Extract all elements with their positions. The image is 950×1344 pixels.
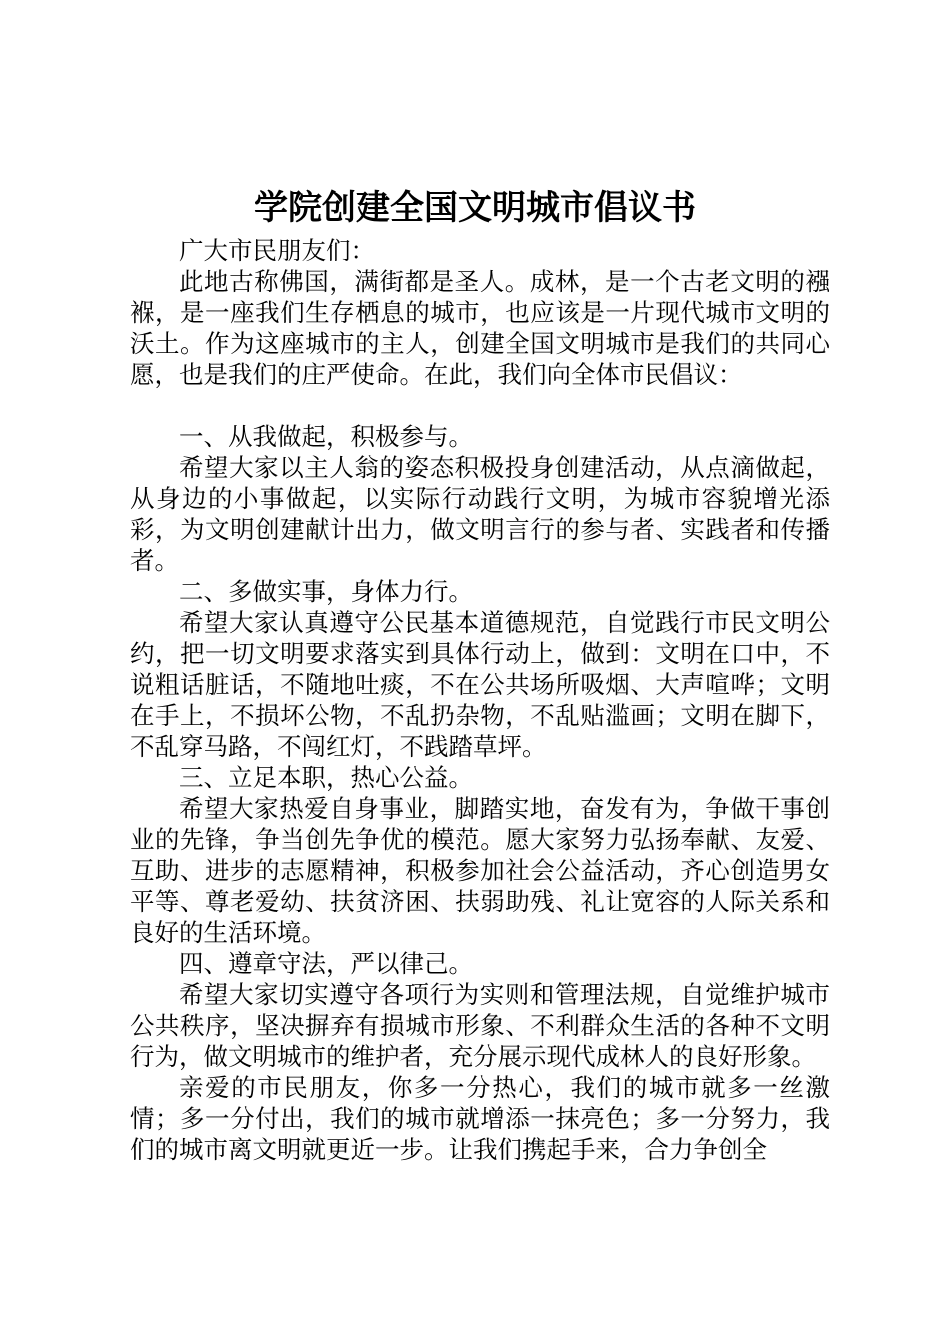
section-paragraph-2: 希望大家认真遵守公民基本道德规范，自觉践行市民文明公约，把一切文明要求落实到具体行动上，做到：文明在口中，不说粗话脏话，不随地吐痰，不在公共场所吸烟、大声喧哗；文明在手上，不损坏公物，不乱扔杂物，不乱贴滥画；文明在脚下，不乱穿马路，不闯红灯，不践踏草坪。 [130,608,830,761]
intro-paragraph: 此地古称佛国，满街都是圣人。成林，是一个古老文明的襁褓，是一座我们生存栖息的城市，也应该是一片现代城市文明的沃土。作为这座城市的主人，创建全国文明城市是我们的共同心愿，也是我们的庄严使命。在此，我们向全体市民倡议： [130,267,830,389]
section-paragraph-3: 希望大家热爱自身事业，脚踏实地，奋发有为，争做干事创业的先锋，争当创先争优的模范。愿大家努力弘扬奉献、友爱、互助、进步的志愿精神，积极参加社会公益活动，齐心创造男女平等、尊老爱幼、扶贫济困、扶弱助残、礼让宽容的人际关系和良好的生活环境。 [130,794,830,947]
section-paragraph-1: 希望大家以主人翁的姿态积极投身创建活动，从点滴做起，从身边的小事做起，以实际行动践行文明，为城市容貌增光添彩，为文明创建献计出力，做文明言行的参与者、实践者和传播者。 [130,453,830,575]
section-heading-3: 三、立足本职，热心公益。 [179,763,473,792]
document-title: 学院创建全国文明城市倡议书 [254,188,696,228]
section-heading-1: 一、从我做起，积极参与。 [179,422,473,451]
salutation: 广大市民朋友们： [179,236,375,265]
section-heading-2: 二、多做实事，身体力行。 [179,577,473,606]
closing-paragraph: 亲爱的市民朋友，你多一分热心，我们的城市就多一丝激情；多一分付出，我们的城市就增添一抹亮色；多一分努力，我们的城市离文明就更近一步。让我们携起手来，合力争创全 [130,1073,830,1164]
document-body [130,235,830,1165]
section-heading-4: 四、遵章守法，严以律己。 [179,949,473,978]
section-paragraph-4: 希望大家切实遵守各项行为实则和管理法规，自觉维护城市公共秩序，坚决摒弃有损城市形象、不利群众生活的各种不文明行为，做文明城市的维护者，充分展示现代成林人的良好形象。 [130,980,830,1071]
